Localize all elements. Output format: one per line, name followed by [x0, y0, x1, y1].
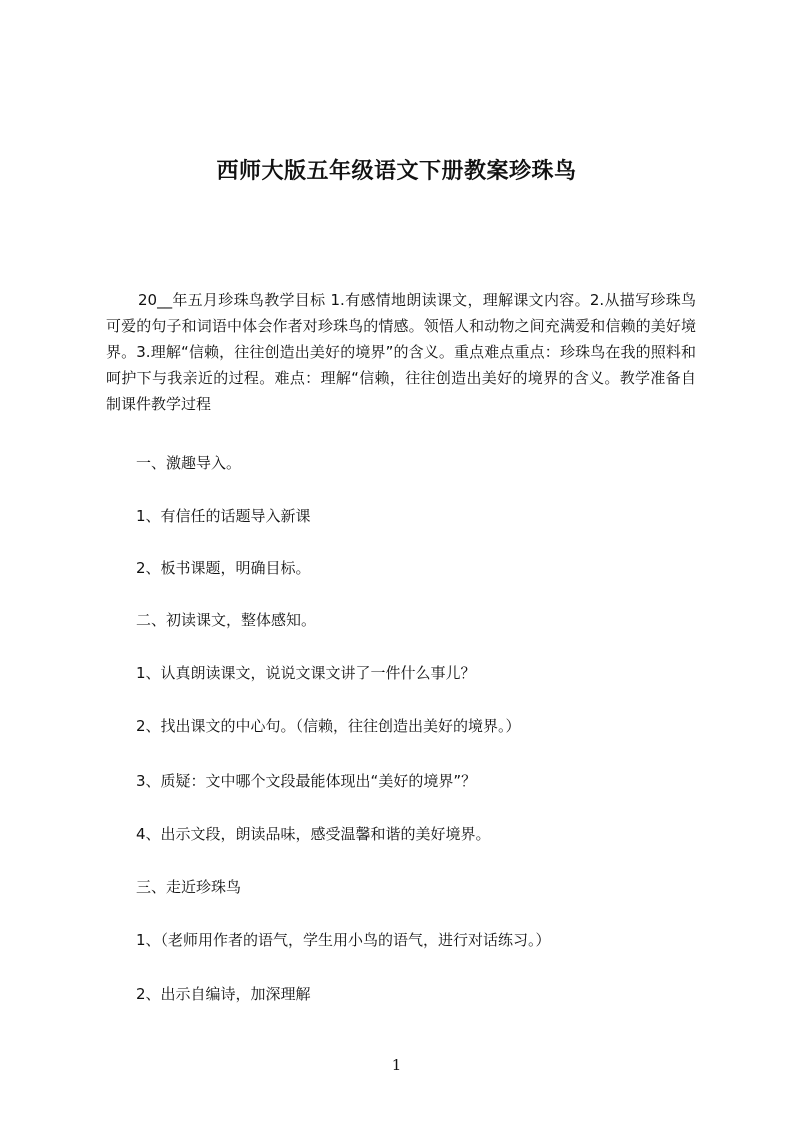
list-item: 1、有信任的话题导入新课	[136, 507, 311, 525]
list-item: 2、出示自编诗，加深理解	[136, 985, 311, 1003]
section-heading-1: 一、激趣导入。	[136, 454, 242, 472]
list-item: 3、质疑：文中哪个文段最能体现出“美好的境界”？	[136, 772, 477, 790]
intro-paragraph: 20__年五月珍珠鸟教学目标 1.有感情地朗读课文，理解课文内容。2.从描写珍珠鸟可爱的句子和词语中体会作者对珍珠鸟的情感。领悟人和动物之间充满爱和信赖的美好境界。3.理解“信赖，往往创造出美好的境界”的含义。重点难点重点：珍珠鸟在我的照料和呵护下与我亲近的过程。难点：理解“信赖，往往创造出美好的境界的含义。教学准备自制课件教学过程	[106, 291, 696, 413]
page-number: 1	[391, 1056, 402, 1074]
list-item: 2、找出课文的中心句。（信赖，往往创造出美好的境界。）	[136, 717, 521, 735]
section-heading-3: 三、走近珍珠鸟	[136, 878, 242, 896]
list-item: 4、出示文段，朗读品味，感受温馨和谐的美好境界。	[136, 825, 491, 843]
section-heading-2: 二、初读课文，整体感知。	[136, 611, 317, 629]
document-title: 西师大版五年级语文下册教案珍珠鸟	[216, 158, 577, 184]
list-item: 1、认真朗读课文，说说文课文讲了一件什么事儿？	[136, 664, 476, 682]
list-item: 1、（老师用作者的语气，学生用小鸟的语气，进行对话练习。）	[136, 931, 551, 949]
list-item: 2、板书课题，明确目标。	[136, 559, 311, 577]
